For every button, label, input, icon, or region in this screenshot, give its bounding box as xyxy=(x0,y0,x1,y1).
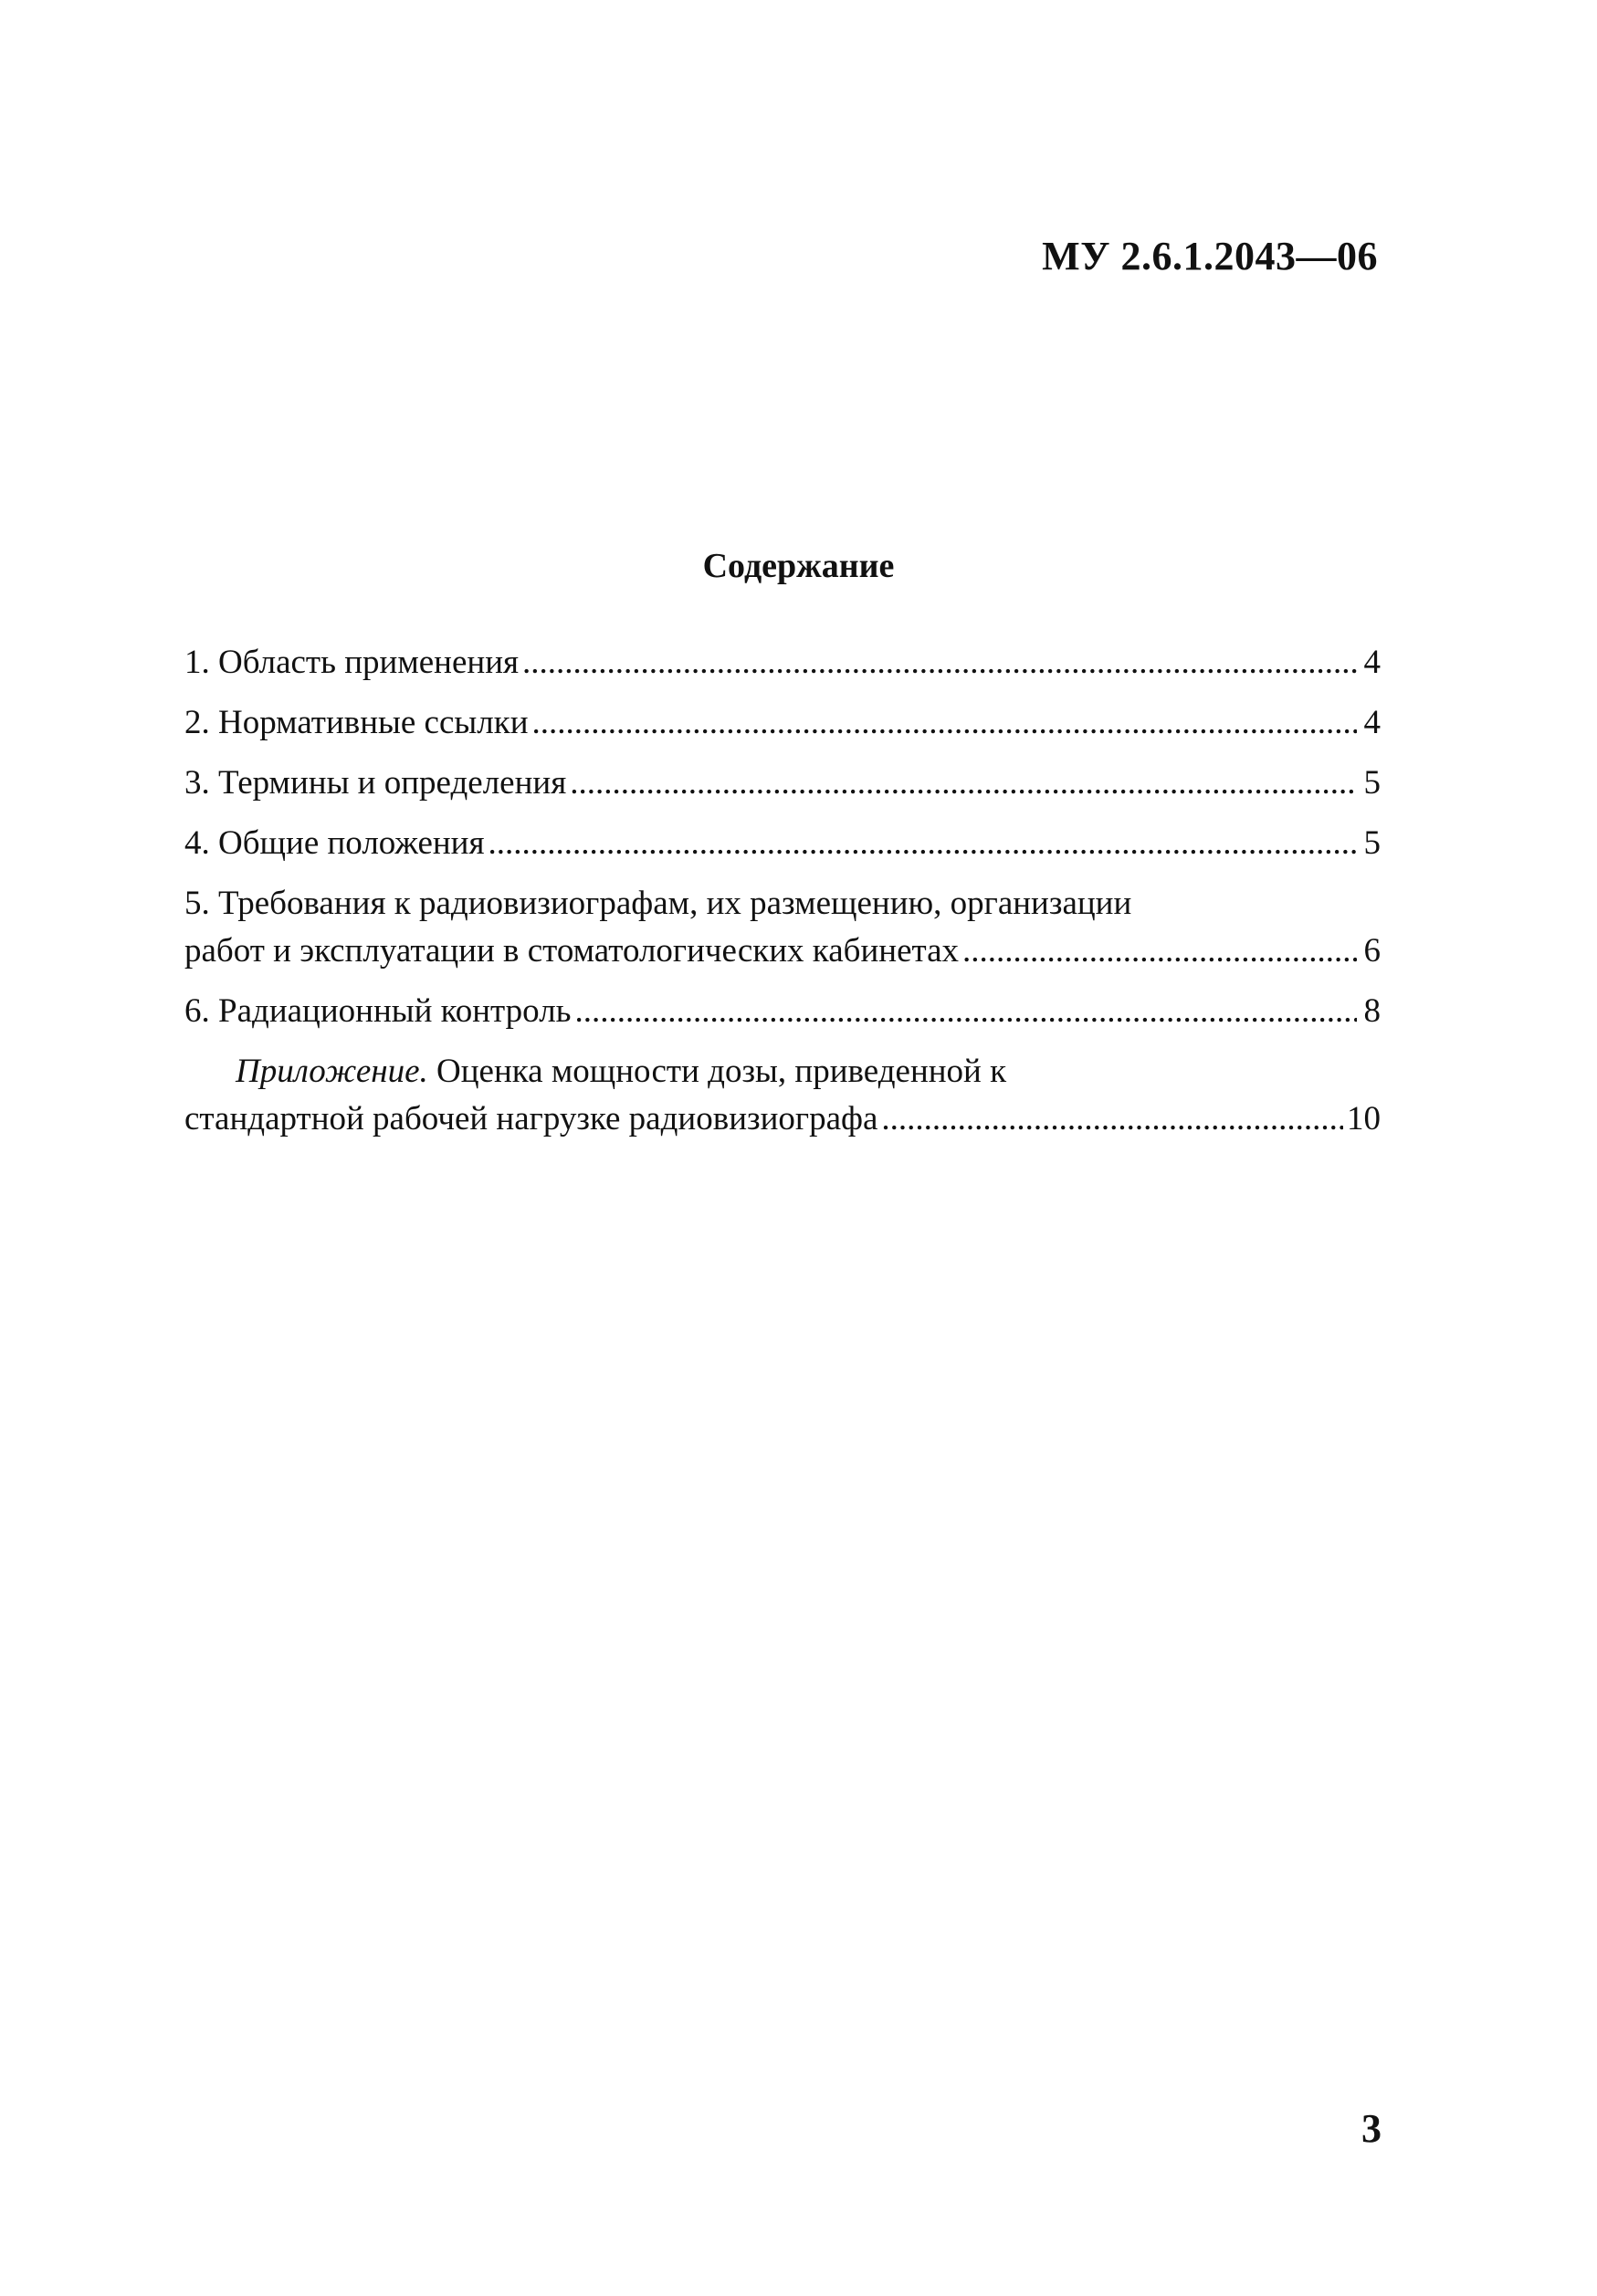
toc-entry-text: 4. Общие положения xyxy=(184,824,485,862)
document-code: МУ 2.6.1.2043—06 xyxy=(1042,234,1378,278)
toc-line xyxy=(184,928,1381,975)
toc-entry-page: 4 xyxy=(1363,704,1381,741)
toc-entry-text-line2: работ и эксплуатации в стоматологических кабинетах xyxy=(184,932,960,970)
dot-leader xyxy=(962,928,1357,975)
table-of-contents xyxy=(184,639,1381,1156)
appendix-title-part2: стандартной рабочей нагрузке радиовизиографа xyxy=(184,1100,878,1138)
dot-leader xyxy=(532,699,1357,747)
toc-line xyxy=(184,1048,1381,1096)
dot-leader xyxy=(575,988,1357,1035)
toc-entry-6[interactable] xyxy=(184,988,1381,1035)
toc-entry-page: 10 xyxy=(1347,1100,1381,1138)
toc-line xyxy=(184,639,1381,687)
toc-line xyxy=(184,988,1381,1035)
page-number: 3 xyxy=(1361,2106,1382,2151)
dot-leader xyxy=(570,760,1357,807)
toc-line xyxy=(184,699,1381,747)
toc-entry-4[interactable] xyxy=(184,820,1381,867)
appendix-label: Приложение. xyxy=(236,1053,428,1090)
toc-entry-page: 4 xyxy=(1363,644,1381,681)
toc-entry-page: 5 xyxy=(1363,764,1381,802)
dot-leader xyxy=(881,1096,1343,1143)
toc-title: Содержание xyxy=(702,547,895,585)
toc-entry-2[interactable] xyxy=(184,699,1381,747)
dot-leader xyxy=(488,820,1357,867)
toc-entry-text-line1: 5. Требования к радиовизиографам, их размещению, организации xyxy=(184,885,1132,922)
toc-entry-appendix[interactable] xyxy=(184,1048,1381,1143)
toc-line xyxy=(184,1096,1381,1143)
toc-entry-page: 8 xyxy=(1363,992,1381,1030)
toc-line xyxy=(184,880,1381,928)
toc-entry-page: 5 xyxy=(1363,824,1381,862)
toc-entry-text: 6. Радиационный контроль xyxy=(184,992,572,1030)
dot-leader xyxy=(522,639,1357,687)
toc-entry-3[interactable] xyxy=(184,760,1381,807)
toc-line xyxy=(184,760,1381,807)
appendix-line1 xyxy=(236,1048,1006,1096)
appendix-title-part1: Оценка мощности дозы, приведенной к xyxy=(427,1053,1007,1090)
toc-entry-text: 3. Термины и определения xyxy=(184,764,567,802)
toc-entry-text: 2. Нормативные ссылки xyxy=(184,704,529,741)
toc-entry-text: 1. Область применения xyxy=(184,644,520,681)
toc-line xyxy=(184,820,1381,867)
toc-entry-1[interactable] xyxy=(184,639,1381,687)
toc-entry-page: 6 xyxy=(1363,932,1381,970)
toc-entry-5[interactable] xyxy=(184,880,1381,975)
